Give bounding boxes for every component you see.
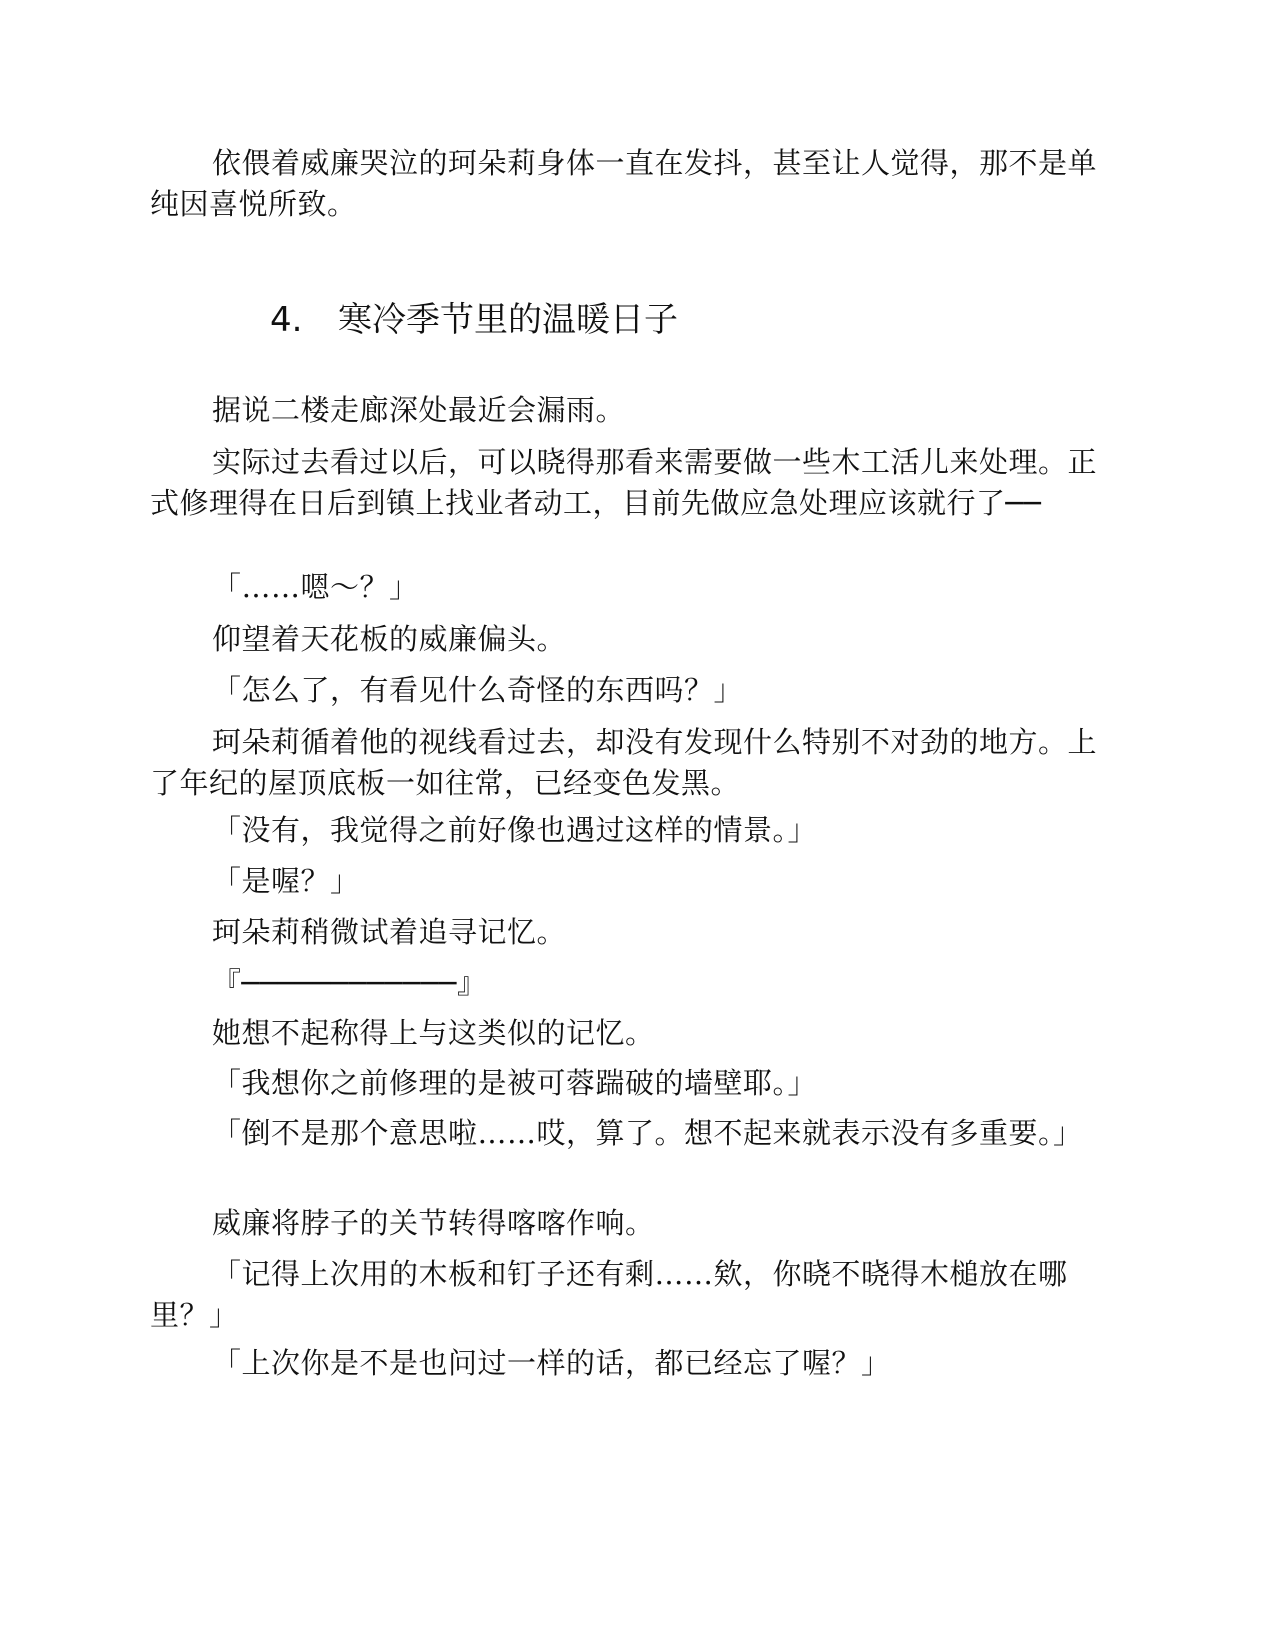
paragraph: 据说二楼走廊深处最近会漏雨。 — [212, 393, 626, 427]
dialogue-line: 「……嗯～？」 — [212, 570, 419, 604]
chapter-number: 4. — [270, 300, 303, 340]
dialogue-line: 「没有，我觉得之前好像也遇过这样的情景。」 — [212, 813, 818, 847]
dialogue-line: 「怎么了，有看见什么奇怪的东西吗？」 — [212, 673, 744, 707]
paragraph: 仰望着天花板的威廉偏头。 — [212, 622, 567, 656]
dialogue-line: 「我想你之前修理的是被可蓉踹破的墙壁耶。」 — [212, 1066, 818, 1100]
paragraph: 珂朵莉循着他的视线看过去，却没有发现什么特别不对劲的地方。上了年纪的屋顶底板一如往常，已经变色发黑。 — [150, 725, 1098, 800]
paragraph: 她想不起称得上与这类似的记忆。 — [212, 1016, 655, 1050]
paragraph: 实际过去看过以后，可以晓得那看来需要做一些木工活儿来处理。正式修理得在日后到镇上找业者动工，目前先做应急处理应该就行了── — [150, 445, 1098, 520]
chapter-heading — [270, 298, 678, 342]
paragraph: 珂朵莉稍微试着追寻记忆。 — [212, 915, 567, 949]
chapter-title: 寒冷季节里的温暖日子 — [338, 300, 678, 340]
dialogue-line: 「倒不是那个意思啦……哎，算了。想不起来就表示没有多重要。」 — [212, 1116, 1083, 1150]
dialogue-line: 「上次你是不是也问过一样的话，都已经忘了喔？」 — [212, 1346, 891, 1380]
memory-line: 『────────────』 — [212, 966, 487, 1000]
dialogue-line: 「记得上次用的木板和钉子还有剩……欸，你晓不晓得木槌放在哪里？」 — [150, 1257, 1068, 1332]
dialogue-line: 「是喔？」 — [212, 864, 360, 898]
paragraph-intro: 依偎着威廉哭泣的珂朵莉身体一直在发抖，甚至让人觉得，那不是单纯因喜悦所致。 — [150, 146, 1098, 221]
paragraph: 威廉将脖子的关节转得喀喀作响。 — [212, 1206, 655, 1240]
